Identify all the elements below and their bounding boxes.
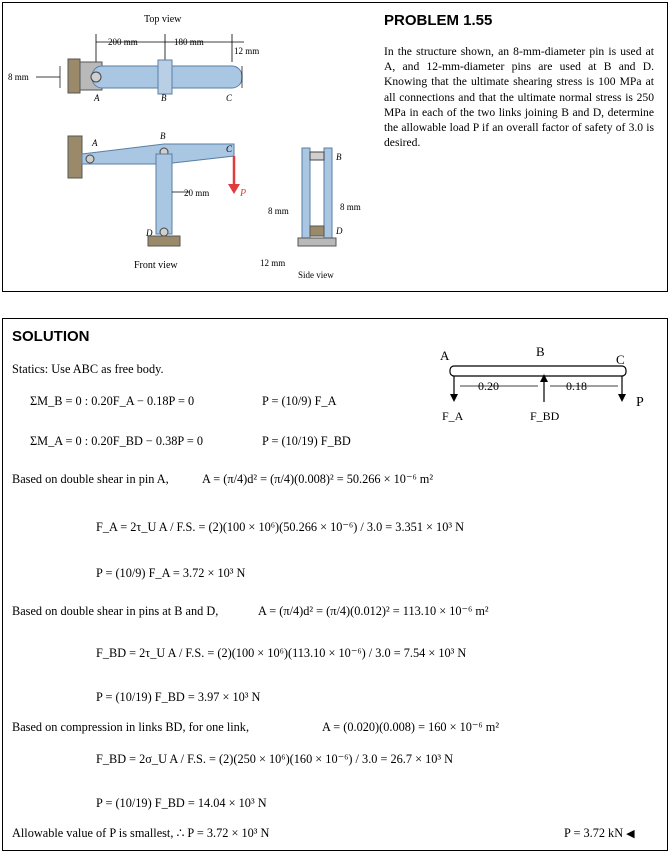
- sketch-fbd: F_BD: [530, 409, 560, 423]
- dim-12-top: 12 mm: [234, 46, 260, 56]
- dim-8-left: 8 mm: [8, 72, 29, 82]
- free-body-sketch: [430, 346, 666, 426]
- answer-marker-icon: ◀: [626, 828, 635, 840]
- side-label-b: B: [336, 152, 342, 162]
- dim-180: 180 mm: [174, 37, 204, 47]
- side-view-label: Side view: [298, 270, 334, 280]
- fa-eq: F_A = 2τ_U A / F.S. = (2)(100 × 10⁶)(50.266 × 10⁻⁶) / 3.0 = 3.351 × 10³ N: [96, 520, 464, 534]
- sketch-fa: F_A: [442, 409, 464, 423]
- dim-200: 200 mm: [108, 37, 138, 47]
- p1-eq: P = (10/9) F_A = 3.72 × 10³ N: [96, 566, 246, 580]
- p2-eq: P = (10/19) F_BD = 3.97 × 10³ N: [96, 690, 261, 704]
- sketch-d1: 0.20: [478, 379, 499, 393]
- side-label-d: D: [336, 226, 343, 236]
- top-view-label: Top view: [144, 14, 182, 25]
- sketch-p: P: [636, 395, 644, 410]
- eq1-right: P = (10/9) F_A: [262, 394, 337, 408]
- problem-figure: [4, 4, 374, 290]
- front-label-d: D: [146, 228, 153, 238]
- eq2-left: ΣM_A = 0 : 0.20F_BD − 0.38P = 0: [30, 434, 204, 448]
- sketch-c: C: [616, 352, 625, 367]
- front-label-c: C: [226, 144, 233, 154]
- sketch-d2: 0.18: [566, 379, 587, 393]
- front-view-label: Front view: [134, 260, 178, 271]
- load-p-label: P: [240, 188, 247, 199]
- front-label-a: A: [92, 138, 98, 148]
- final-answer-value: P = 3.72 kN: [564, 826, 624, 840]
- top-label-a: A: [94, 93, 100, 103]
- dim-8-side-left: 8 mm: [268, 206, 289, 216]
- fbd2-eq: F_BD = 2σ_U A / F.S. = (2)(250 × 10⁶)(160 × 10⁻⁶) / 3.0 = 26.7 × 10³ N: [96, 752, 454, 766]
- sketch-b: B: [536, 346, 545, 359]
- comp-text: Based on compression in links BD, for one link,: [12, 720, 250, 734]
- p3-eq: P = (10/19) F_BD = 14.04 × 10³ N: [96, 796, 267, 810]
- fbd1-eq: F_BD = 2τ_U A / F.S. = (2)(100 × 10⁶)(113.10 × 10⁻⁶) / 3.0 = 7.54 × 10³ N: [96, 646, 467, 660]
- shear-bd-text: Based on double shear in pins at B and D,: [12, 604, 219, 618]
- shear-a-text: Based on double shear in pin A,: [12, 472, 169, 486]
- eq1-left: ΣM_B = 0 : 0.20F_A − 0.18P = 0: [30, 394, 195, 408]
- top-label-c: C: [226, 93, 233, 103]
- shear-bd-eq: A = (π/4)d² = (π/4)(0.012)² = 113.10 × 10⁻⁶ m²: [258, 604, 489, 618]
- top-label-b: B: [161, 93, 167, 103]
- final-answer: [564, 826, 635, 841]
- eq2-right: P = (10/19) F_BD: [262, 434, 351, 448]
- dim-12-side: 12 mm: [260, 258, 286, 268]
- shear-a-eq: A = (π/4)d² = (π/4)(0.008)² = 50.266 × 10⁻⁶ m²: [202, 472, 434, 486]
- sketch-a: A: [440, 348, 450, 363]
- statics-line: Statics: Use ABC as free body.: [12, 362, 164, 376]
- problem-title: PROBLEM 1.55: [384, 12, 493, 29]
- dim-20: 20 mm: [184, 188, 210, 198]
- dim-8-side-right: 8 mm: [340, 202, 361, 212]
- comp-eq: A = (0.020)(0.008) = 160 × 10⁻⁶ m²: [322, 720, 500, 734]
- allowable-text: Allowable value of P is smallest, ∴ P = 3.72 × 10³ N: [12, 826, 270, 840]
- front-label-b: B: [160, 131, 166, 141]
- solution-title: SOLUTION: [12, 328, 90, 345]
- problem-statement: In the structure shown, an 8-mm-diameter pin is used at A, and 12-mm-diameter pins are used at B and D. Knowing that the ultimate shearing stress is 100 MPa at all connections and that the ultimate normal stress is 250 MPa in each of the two links joining B and D, determine the allowable load P if an overall factor of safety of 3.0 is desired.: [384, 45, 654, 150]
